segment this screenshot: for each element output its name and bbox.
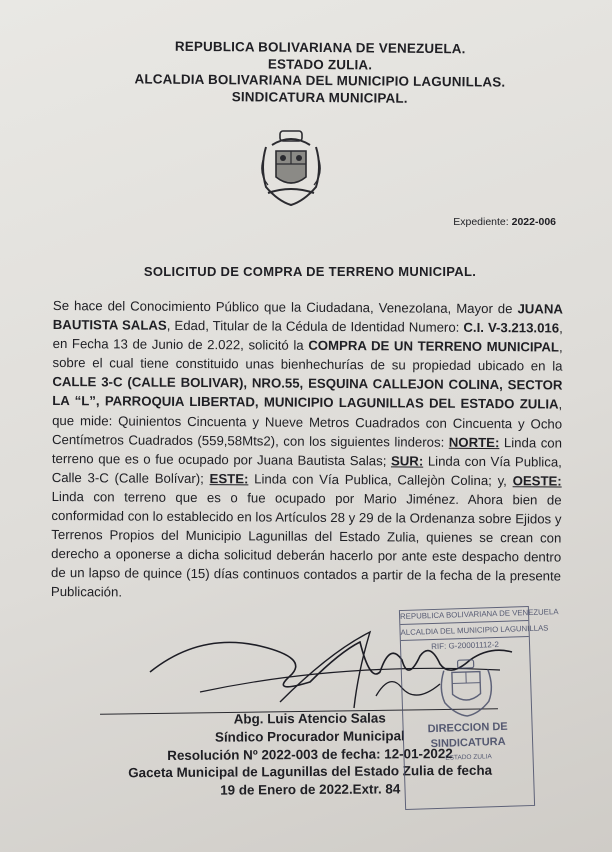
property-address: CALLE 3-C (CALLE BOLIVAR), NRO.55, ESQUINA CALLEJON COLINA, SECTOR LA “L”, PARROQUIA LIBERTAD, MUNICIPIO LAGUNILLAS DEL ESTADO ZULIA bbox=[52, 374, 563, 413]
request-type: COMPRA DE UN TERRENO MUNICIPAL bbox=[308, 337, 560, 355]
file-number-label: Expediente: bbox=[453, 216, 509, 228]
stamp-rif: RIF: G-20001112-2 bbox=[431, 639, 500, 652]
boundary-north-label: NORTE: bbox=[448, 434, 500, 450]
signer-name: Abg. Luis Atencio Salas bbox=[233, 710, 386, 727]
stamp-direction: DIRECCION DE bbox=[427, 720, 508, 736]
body-text-segment: Se hace del Conocimiento Público que la Ciudadana, Venezolana, Mayor de bbox=[52, 297, 518, 317]
document-body bbox=[51, 296, 563, 605]
applicant-name: JUANA BAUTISTA SALAS bbox=[52, 301, 563, 333]
boundary-east-label: ESTE: bbox=[209, 470, 249, 487]
body-text-segment: , Edad, Titular de la Cédula de Identidad Numero: bbox=[166, 317, 464, 335]
body-text-segment: , en Fecha 13 de Junio de 2.022, solicitó la bbox=[52, 320, 563, 353]
signer-role: Síndico Procurador Municipal bbox=[214, 728, 405, 745]
file-number-value: 2022-006 bbox=[511, 216, 556, 228]
body-text-segment: Linda con Vía Publica, Callejòn Colina; y, bbox=[248, 471, 513, 489]
body-text-segment: , sobre el cual tiene constituido unas bienhechurías de su propiedad ubicado en la bbox=[52, 339, 563, 374]
stamp-syndicate: SINDICATURA bbox=[430, 735, 506, 751]
body-text-segment: Linda con terreno que es o fue ocupado por Juana Bautista Salas; bbox=[51, 434, 563, 469]
stamp-crest-icon bbox=[435, 655, 497, 719]
signer-gazette: Gaceta Municipal de Lagunillas del Estado Zulia de fecha bbox=[128, 763, 493, 781]
stamp-state: ESTADO ZULIA bbox=[445, 753, 492, 762]
body-text-segment: Linda con terreno que es o fue ocupado por Mario Jiménez. Ahora bien de conformidad con lo establecido en los Artículos 28 y 29 de la Ordenanza sobre Ejidos y Terrenos Propios del Municipio Lagunillas del Estado Zulia, quienes se crean con derecho a oponerse a dicha solicitud deberán hacerlo por ante este despacho dentro de un lapso de quince (15) días continuos contados a partir de la fecha de la presente Publicación. bbox=[50, 488, 562, 600]
boundary-west-label: OESTE: bbox=[512, 473, 562, 489]
document-title: SOLICITUD DE COMPRA DE TERRENO MUNICIPAL. bbox=[143, 264, 477, 279]
boundary-south-label: SUR: bbox=[390, 453, 424, 469]
applicant-id: C.I. V-3.213.016 bbox=[463, 319, 560, 336]
body-text-segment: , que mide: Quinientos Cincuenta y Nueve Metros Cuadrados con Cincuenta y Ocho Centímetros Cuadrados (559,58Mts2), con los siguientes linderos: bbox=[51, 397, 563, 450]
signer-resolution: Resolución Nº 2022-003 de fecha: 12-01-2022 bbox=[167, 745, 453, 763]
header-line-republic: REPUBLICA BOLIVARIANA DE VENEZUELA. bbox=[174, 38, 466, 57]
body-text-segment: Linda con Vía Publica, Calle 3-C (Calle Bolívar); bbox=[51, 453, 562, 486]
document-header bbox=[60, 38, 581, 109]
municipal-crest-icon bbox=[258, 127, 324, 207]
official-stamp bbox=[399, 606, 559, 810]
header-line-syndicate: SINDICATURA MUNICIPAL. bbox=[231, 88, 408, 106]
file-number bbox=[453, 216, 556, 228]
signer-gazette-date: 19 de Enero de 2022.Extr. 84 bbox=[220, 781, 401, 798]
header-line-mayoralty: ALCALDIA BOLIVARIANA DEL MUNICIPIO LAGUNILLAS. bbox=[134, 71, 506, 90]
header-line-state: ESTADO ZULIA. bbox=[267, 56, 373, 72]
stamp-republic: REPUBLICA BOLIVARIANA DE VENEZUELA bbox=[399, 607, 559, 622]
stamp-mayoralty: ALCALDIA DEL MUNICIPIO LAGUNILLAS bbox=[400, 623, 549, 638]
